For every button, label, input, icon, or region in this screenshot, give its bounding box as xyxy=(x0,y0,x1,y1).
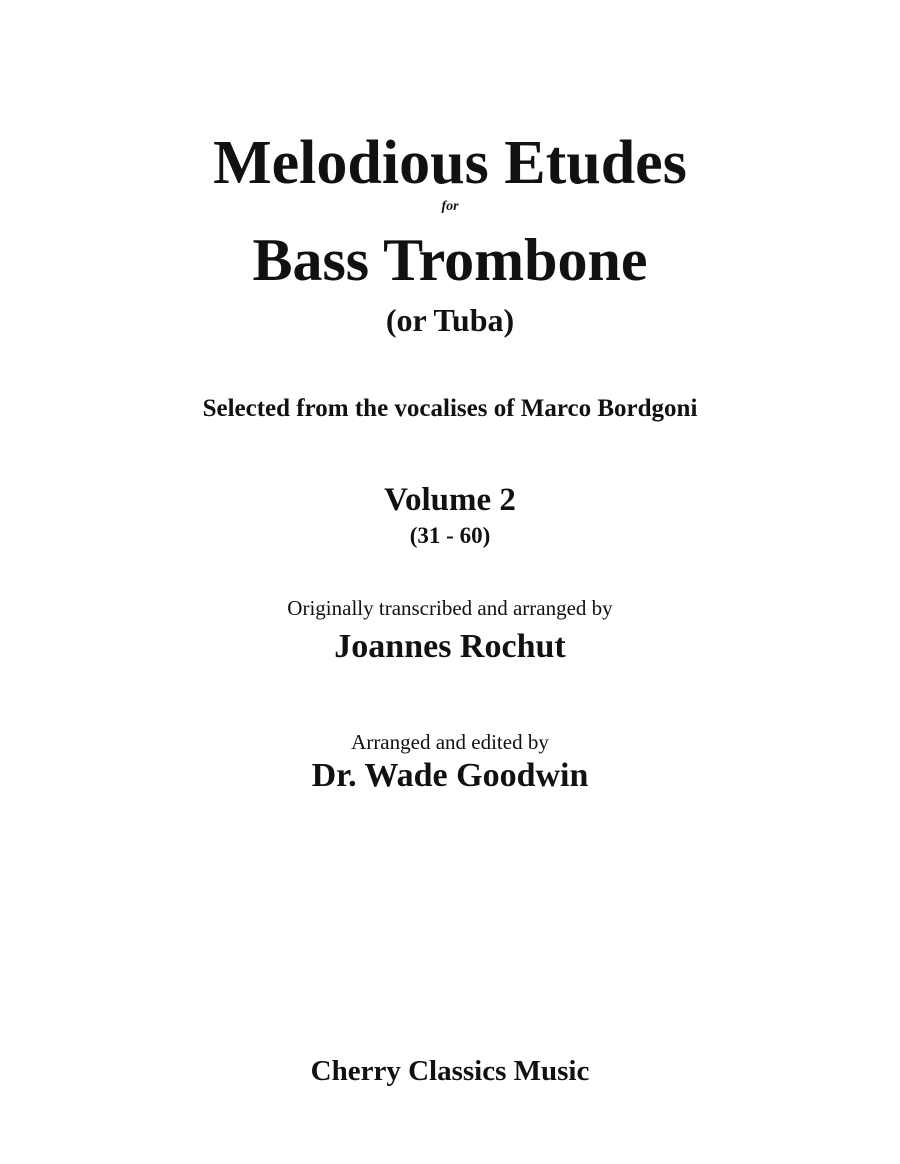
instrument-title: Bass Trombone xyxy=(252,227,648,293)
alternate-instrument: (or Tuba) xyxy=(385,302,515,338)
editor-credit: Arranged and edited by xyxy=(351,730,549,754)
original-arranger-name: Joannes Rochut xyxy=(334,628,566,665)
page-title: Melodious Etudes xyxy=(213,129,687,197)
etude-range: (31 - 60) xyxy=(409,523,491,548)
editor-name: Dr. Wade Goodwin xyxy=(311,757,589,794)
subtitle: Selected from the vocalises of Marco Bordgoni xyxy=(202,395,698,422)
volume-label: Volume 2 xyxy=(384,482,516,518)
original-credit: Originally transcribed and arranged by xyxy=(287,596,613,620)
title-connector: for xyxy=(441,199,459,214)
publisher-name: Cherry Classics Music xyxy=(310,1055,590,1087)
